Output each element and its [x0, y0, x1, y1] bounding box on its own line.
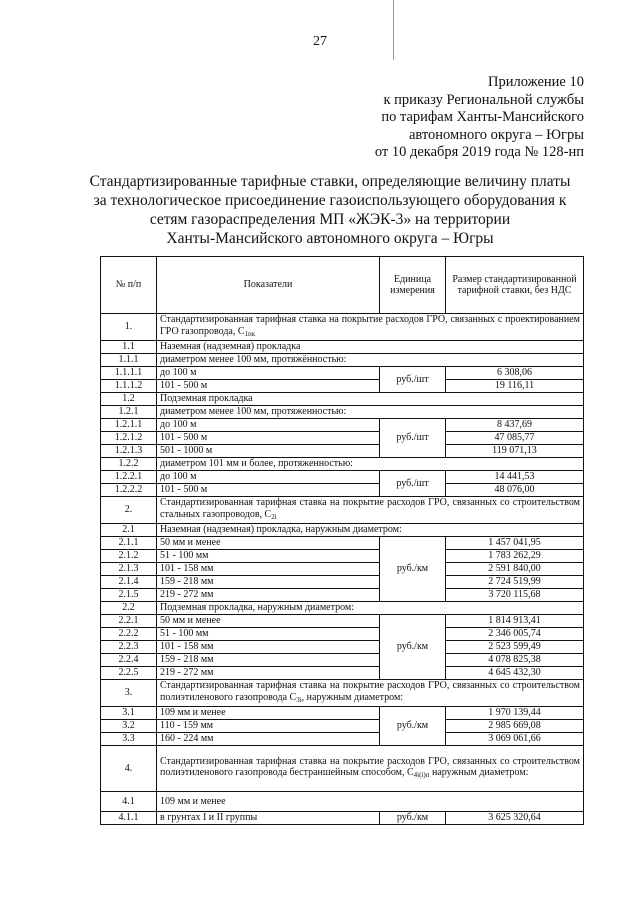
formula-subscript: 2i	[271, 512, 277, 521]
row-unit: руб./км	[380, 615, 446, 680]
formula-subscript: 1пк	[244, 329, 256, 338]
row-value: 119 071,13	[446, 445, 584, 458]
row-value: 6 308,06	[446, 367, 584, 380]
row-indicator: 219 - 272 мм	[157, 589, 380, 602]
table-row	[101, 733, 584, 746]
table-row	[101, 720, 584, 733]
row-number: 3.1	[101, 707, 157, 720]
header-unit: Единица измерения	[380, 257, 446, 314]
row-indicator: 109 мм и менее	[157, 707, 380, 720]
row-indicator: 110 - 159 мм	[157, 720, 380, 733]
table-row	[101, 380, 584, 393]
document-title	[80, 172, 580, 248]
formula-subscript: 4i(i)п	[413, 771, 430, 779]
table-row	[101, 419, 584, 432]
table-row	[101, 524, 584, 537]
appendix-line: Приложение 10	[488, 74, 584, 90]
row-indicator: 159 - 218 мм	[157, 576, 380, 589]
table-row	[101, 707, 584, 720]
row-value: 1 814 913,41	[446, 615, 584, 628]
row-value: 4 078 825,38	[446, 654, 584, 667]
row-indicator: 101 - 500 м	[157, 380, 380, 393]
row-indicator: диаметром 101 мм и более, протяженностью:	[157, 458, 584, 471]
appendix-line: от 10 декабря 2019 года № 128-нп	[374, 144, 584, 160]
row-value: 2 346 005,74	[446, 628, 584, 641]
row-indicator: 50 мм и менее	[157, 537, 380, 550]
formula-subscript: 3i	[296, 695, 302, 704]
row-number: 1.2.2.2	[101, 484, 157, 497]
table-row	[101, 680, 584, 707]
row-unit: руб./шт	[380, 419, 446, 458]
row-number: 1.1.1.2	[101, 380, 157, 393]
header-num: № п/п	[101, 257, 157, 314]
row-number: 1.1	[101, 341, 157, 354]
table-row	[101, 341, 584, 354]
row-number: 1.2	[101, 393, 157, 406]
row-indicator: Стандартизированная тарифная ставка на покрытие расходов ГРО, связанных со строительством стальных газопроводов, $C_{2i}$	[157, 497, 584, 524]
row-number: 2.1	[101, 524, 157, 537]
row-value: 19 116,11	[446, 380, 584, 393]
row-value: 3 720 115,68	[446, 589, 584, 602]
table-row	[101, 497, 584, 524]
row-value: 4 645 432,30	[446, 667, 584, 680]
row-indicator: Стандартизированная тарифная ставка на покрытие расходов ГРО, связанных со строительством полиэтиленового газопровода бестраншейным способом, $C_{4i(i)п}$ наружным диаметром:	[157, 746, 584, 792]
table-row	[101, 792, 584, 812]
row-number: 1.2.1.3	[101, 445, 157, 458]
row-number: 2.2.3	[101, 641, 157, 654]
page-number: 27	[313, 34, 327, 49]
row-indicator: до 100 м	[157, 367, 380, 380]
table-row	[101, 563, 584, 576]
row-value: 8 437,69	[446, 419, 584, 432]
row-number: 2.2.4	[101, 654, 157, 667]
row-indicator: в грунтах I и II группы	[157, 812, 380, 825]
table-row	[101, 667, 584, 680]
row-indicator: Подземная прокладка	[157, 393, 584, 406]
table-row	[101, 746, 584, 792]
row-unit: руб./шт	[380, 471, 446, 497]
table-row	[101, 812, 584, 825]
row-number: 3.2	[101, 720, 157, 733]
table-row	[101, 537, 584, 550]
table-row	[101, 432, 584, 445]
table-row	[101, 406, 584, 419]
title-line: Стандартизированные тарифные ставки, определяющие величину платы	[89, 173, 571, 190]
row-number: 1.2.1.2	[101, 432, 157, 445]
row-indicator: 109 мм и менее	[157, 792, 584, 812]
row-number: 4.	[101, 746, 157, 792]
row-indicator: 101 - 500 м	[157, 432, 380, 445]
row-unit: руб./км	[380, 537, 446, 602]
row-indicator: 101 - 158 мм	[157, 563, 380, 576]
row-value: 2 591 840,00	[446, 563, 584, 576]
row-indicator: 50 мм и менее	[157, 615, 380, 628]
row-number: 4.1	[101, 792, 157, 812]
header-indicator: Показатели	[157, 257, 380, 314]
row-number: 1.2.1.1	[101, 419, 157, 432]
table-row	[101, 314, 584, 341]
row-indicator: 159 - 218 мм	[157, 654, 380, 667]
table-row	[101, 550, 584, 563]
row-number: 4.1.1	[101, 812, 157, 825]
row-value: 2 523 599,49	[446, 641, 584, 654]
row-number: 2.1.5	[101, 589, 157, 602]
appendix-line: автономного округа – Югры	[408, 126, 584, 143]
row-value: 48 076,00	[446, 484, 584, 497]
row-value: 1 783 262,29	[446, 550, 584, 563]
row-number: 2.1.2	[101, 550, 157, 563]
table-row	[101, 484, 584, 497]
row-number: 2.	[101, 497, 157, 524]
table-row	[101, 393, 584, 406]
tariff-table	[100, 256, 584, 825]
table-row	[101, 576, 584, 589]
appendix-line: к приказу Региональной службы	[383, 91, 584, 108]
row-value: 3 625 320,64	[446, 812, 584, 825]
title-line: сетям газораспределения МП «ЖЭК-3» на территории	[149, 211, 511, 228]
row-number: 1.1.1	[101, 354, 157, 367]
table-row	[101, 354, 584, 367]
table-row	[101, 628, 584, 641]
row-indicator: Стандартизированная тарифная ставка на покрытие расходов ГРО, связанных со строительством полиэтиленового газопровода $C_{3i}$, наружным диаметром:	[157, 680, 584, 707]
row-value: 2 724 519,99	[446, 576, 584, 589]
row-indicator: 501 - 1000 м	[157, 445, 380, 458]
table-row	[101, 471, 584, 484]
row-indicator: до 100 м	[157, 471, 380, 484]
table-body	[101, 314, 584, 825]
row-number: 2.1.3	[101, 563, 157, 576]
row-unit: руб./км	[380, 812, 446, 825]
table-row	[101, 589, 584, 602]
scan-mark	[393, 0, 394, 60]
appendix-block	[375, 74, 584, 162]
row-number: 1.1.1.1	[101, 367, 157, 380]
appendix-line: по тарифам Ханты-Мансийского	[381, 109, 584, 125]
row-unit: руб./км	[380, 707, 446, 746]
row-unit: руб./шт	[380, 367, 446, 393]
table-row	[101, 367, 584, 380]
row-value: 1 457 041,95	[446, 537, 584, 550]
row-value: 14 441,53	[446, 471, 584, 484]
title-line: за технологическое присоединение газоиспользующего оборудования к	[93, 192, 567, 209]
row-indicator: 51 - 100 мм	[157, 550, 380, 563]
row-indicator: диаметром менее 100 мм, протяжённостью:	[157, 354, 584, 367]
row-value: 1 970 139,44	[446, 707, 584, 720]
row-indicator: 101 - 500 м	[157, 484, 380, 497]
row-indicator: Наземная (надземная) прокладка	[157, 341, 584, 354]
row-indicator: диаметром менее 100 мм, протяженностью:	[157, 406, 584, 419]
table-row	[101, 602, 584, 615]
row-value: 47 085,77	[446, 432, 584, 445]
row-indicator: до 100 м	[157, 419, 380, 432]
row-number: 3.	[101, 680, 157, 707]
row-number: 2.1.4	[101, 576, 157, 589]
table-row	[101, 458, 584, 471]
row-number: 3.3	[101, 733, 157, 746]
row-indicator: 101 - 158 мм	[157, 641, 380, 654]
table-row	[101, 445, 584, 458]
row-number: 2.2.5	[101, 667, 157, 680]
row-number: 1.	[101, 314, 157, 341]
row-number: 1.2.1	[101, 406, 157, 419]
row-indicator: Наземная (надземная) прокладка, наружным диаметром:	[157, 524, 584, 537]
table-row	[101, 615, 584, 628]
table-row	[101, 654, 584, 667]
row-number: 1.2.2	[101, 458, 157, 471]
row-number: 2.2.2	[101, 628, 157, 641]
row-indicator: 219 - 272 мм	[157, 667, 380, 680]
row-number: 2.2.1	[101, 615, 157, 628]
row-number: 2.1.1	[101, 537, 157, 550]
row-number: 1.2.2.1	[101, 471, 157, 484]
row-value: 2 985 669,08	[446, 720, 584, 733]
header-value: Размер стандартизированной тарифной ставки, без НДС	[446, 257, 584, 314]
row-number: 2.2	[101, 602, 157, 615]
row-indicator: 51 - 100 мм	[157, 628, 380, 641]
row-indicator: Стандартизированная тарифная ставка на покрытие расходов ГРО, связанных с проектированием ГРО газопровода, $C_{1пк}$	[157, 314, 584, 341]
row-indicator: 160 - 224 мм	[157, 733, 380, 746]
table-row	[101, 641, 584, 654]
row-indicator: Подземная прокладка, наружным диаметром:	[157, 602, 584, 615]
title-line: Ханты-Мансийского автономного округа – Югры	[166, 230, 494, 247]
row-value: 3 069 061,66	[446, 733, 584, 746]
